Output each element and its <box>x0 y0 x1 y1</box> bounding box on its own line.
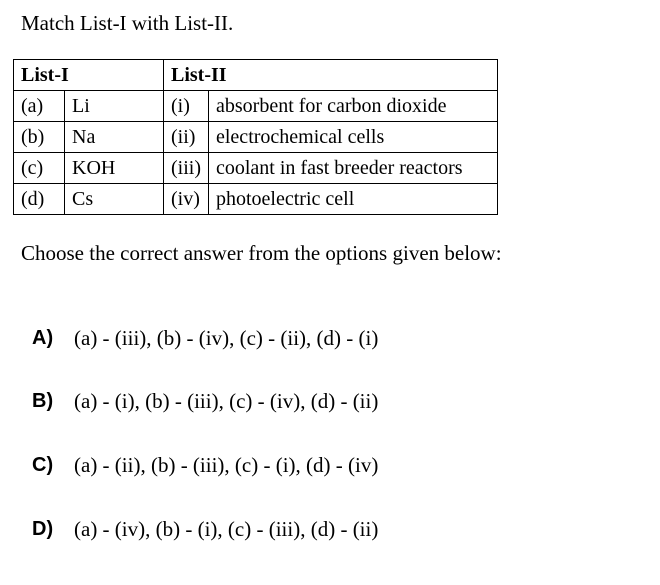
option-letter: B) <box>32 389 54 412</box>
table-row <box>14 122 498 153</box>
option-a[interactable] <box>32 323 378 353</box>
option-b[interactable] <box>32 386 378 416</box>
option-text: (a) - (ii), (b) - (iii), (c) - (i), (d) - (iv) <box>74 452 379 477</box>
list-1-value: Li <box>65 91 164 122</box>
list-2-label: (i) <box>164 91 209 122</box>
option-text: (a) - (i), (b) - (iii), (c) - (iv), (d) - (ii) <box>74 388 379 413</box>
table-header-row <box>14 60 498 91</box>
list-2-value: electrochemical cells <box>209 122 498 153</box>
list-2-value: coolant in fast breeder reactors <box>209 153 498 184</box>
instruction-text: Choose the correct answer from the options given below: <box>21 241 502 265</box>
option-c[interactable] <box>32 450 378 480</box>
question-text: Match List-I with List-II. <box>21 11 234 35</box>
option-letter: D) <box>32 517 54 540</box>
option-text: (a) - (iv), (b) - (i), (c) - (iii), (d) - (ii) <box>74 516 379 541</box>
table-row <box>14 184 498 215</box>
list-2-value: absorbent for carbon dioxide <box>209 91 498 122</box>
option-text: (a) - (iii), (b) - (iv), (c) - (ii), (d) - (i) <box>74 325 379 350</box>
option-d[interactable] <box>32 514 378 544</box>
list-1-value: Na <box>65 122 164 153</box>
list-1-header: List-I <box>14 60 164 91</box>
list-1-label: (d) <box>14 184 65 215</box>
option-letter: A) <box>32 326 54 349</box>
table-row <box>14 91 498 122</box>
list-2-label: (ii) <box>164 122 209 153</box>
match-table <box>13 59 498 215</box>
list-1-label: (b) <box>14 122 65 153</box>
option-letter: C) <box>32 453 54 476</box>
list-2-label: (iv) <box>164 184 209 215</box>
list-1-value: KOH <box>65 153 164 184</box>
table-row <box>14 153 498 184</box>
list-1-value: Cs <box>65 184 164 215</box>
list-1-label: (a) <box>14 91 65 122</box>
list-2-header: List-II <box>164 60 498 91</box>
list-2-value: photoelectric cell <box>209 184 498 215</box>
list-1-label: (c) <box>14 153 65 184</box>
list-2-label: (iii) <box>164 153 209 184</box>
